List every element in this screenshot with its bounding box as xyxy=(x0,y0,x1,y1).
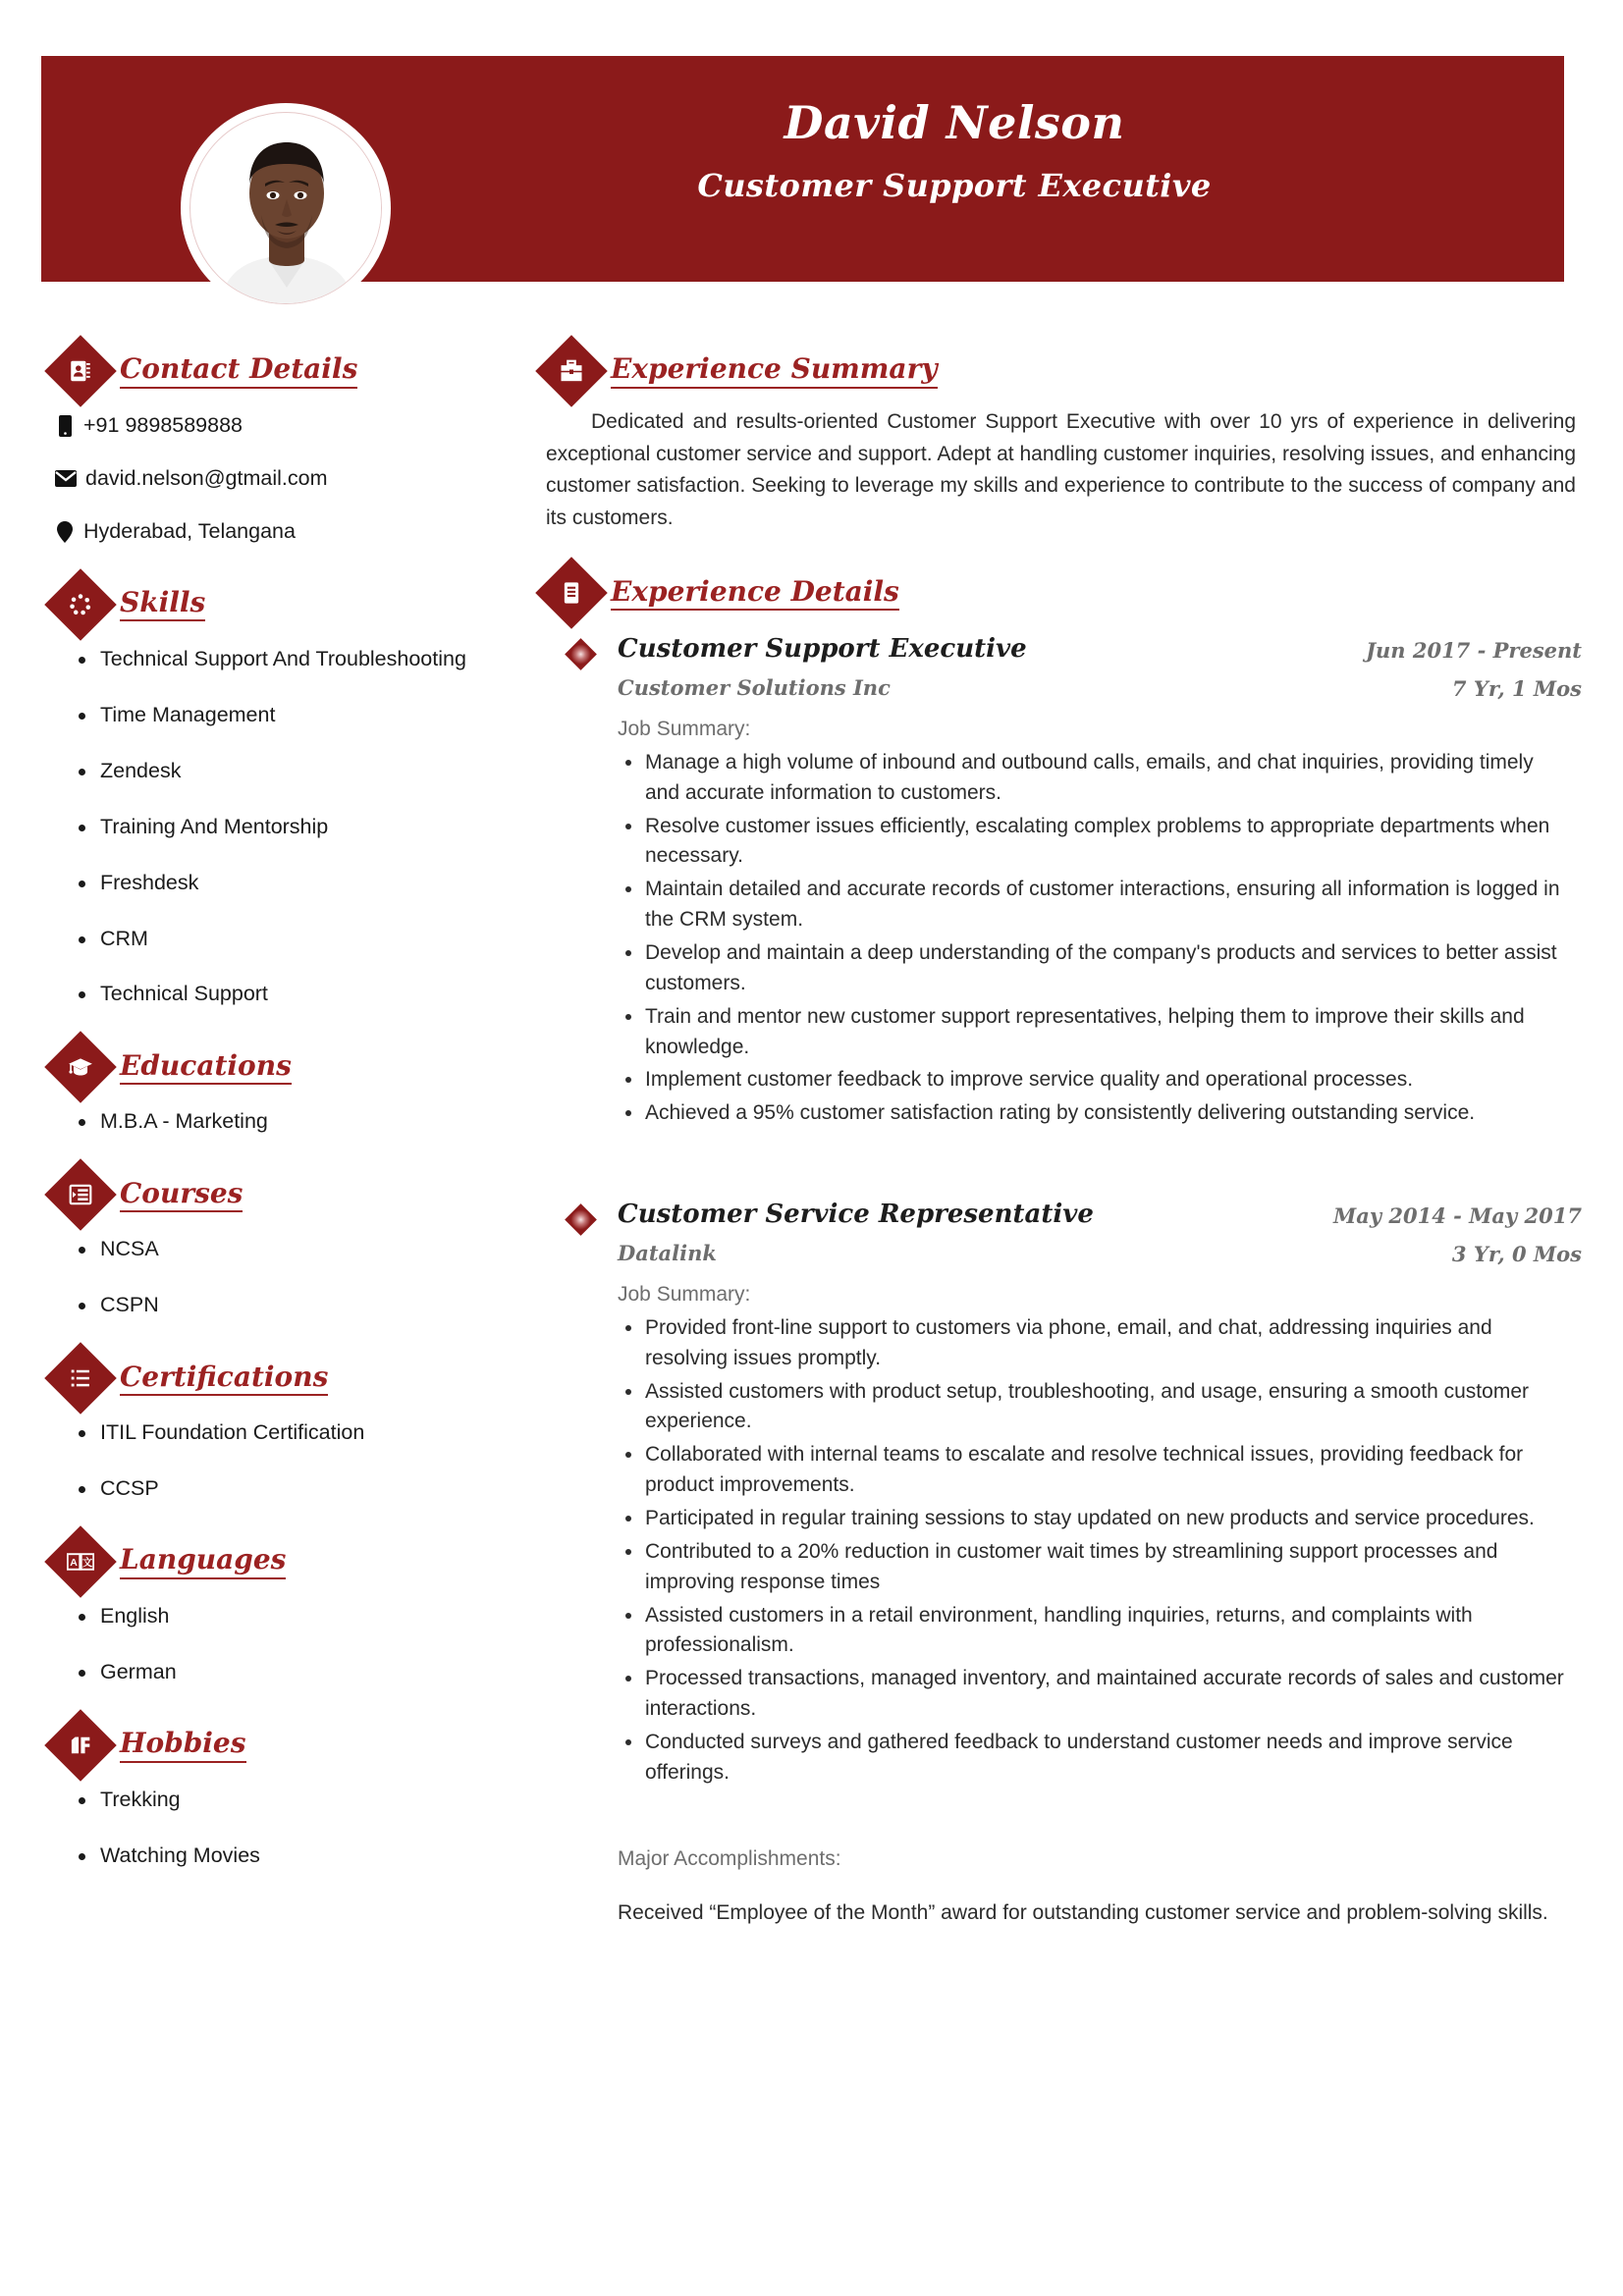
svg-text:文: 文 xyxy=(81,1557,93,1570)
job-summary-label: Job Summary: xyxy=(618,717,751,740)
contact-email-row xyxy=(55,465,546,493)
languages-list xyxy=(55,1603,546,1686)
educations-list xyxy=(55,1108,546,1136)
profile-photo-illustration xyxy=(190,113,382,304)
section-skills xyxy=(55,579,546,1009)
section-title-contact: Contact Details xyxy=(120,353,357,388)
document-lines-icon xyxy=(535,557,608,629)
list-item: ITIL Foundation Certification xyxy=(55,1419,546,1447)
job-company: Datalink xyxy=(618,1241,717,1266)
hobbies-list xyxy=(55,1787,546,1870)
section-experience-summary xyxy=(546,346,1582,534)
experience-item-header xyxy=(546,1200,1582,1266)
svg-text:A: A xyxy=(70,1557,78,1570)
certifications-list xyxy=(55,1419,546,1503)
list-item: Develop and maintain a deep understanding of the company's products and services to better assist customers. xyxy=(618,938,1572,999)
contact-list xyxy=(55,412,546,546)
list-item: CRM xyxy=(55,926,546,953)
section-title-experience-details: Experience Details xyxy=(611,576,899,611)
section-courses xyxy=(55,1169,546,1319)
header-text-group xyxy=(463,97,1445,204)
list-item: Time Management xyxy=(55,702,546,729)
list-item: M.B.A - Marketing xyxy=(55,1108,546,1136)
list-item: Watching Movies xyxy=(55,1842,546,1870)
skills-list xyxy=(55,646,546,1009)
list-item: Zendesk xyxy=(55,758,546,785)
section-header-skills xyxy=(55,579,546,630)
list-item: Assisted customers in a retail environment, handling inquiries, returns, and complaints with professionalism. xyxy=(618,1601,1572,1662)
section-title-hobbies: Hobbies xyxy=(120,1728,246,1762)
section-title-educations: Educations xyxy=(120,1050,292,1085)
section-hobbies xyxy=(55,1720,546,1870)
list-item: Maintain detailed and accurate records of customer interactions, ensuring all information is logged in the CRM system. xyxy=(618,875,1572,935)
list-item: Manage a high volume of inbound and outbound calls, emails, and chat inquiries, providing timely and accurate information to customers. xyxy=(618,748,1572,809)
course-list-icon xyxy=(44,1159,117,1232)
list-item: Train and mentor new customer support representatives, helping them to improve their skills and knowledge. xyxy=(618,1002,1572,1063)
certificate-list-icon xyxy=(44,1342,117,1415)
section-contact-details xyxy=(55,346,546,546)
contact-location-row xyxy=(55,518,546,546)
job-duration: 3 Yr, 0 Mos xyxy=(1451,1242,1582,1267)
list-item: CCSP xyxy=(55,1475,546,1503)
job-summary-label: Job Summary: xyxy=(618,1282,751,1306)
experience-summary-text: Dedicated and results-oriented Customer Support Executive with over 10 yrs of experience in delivering exceptional customer service and support. Adept at handling customer inquiries, resolving issues, and enhancing customer satisfaction. Seeking to leverage my skills and experience to contribute to the success of company and its customers. xyxy=(546,410,1576,529)
list-item: German xyxy=(55,1659,546,1686)
list-item: Training And Mentorship xyxy=(55,814,546,841)
list-item: Conducted surveys and gathered feedback to understand customer needs and improve service offerings. xyxy=(618,1728,1572,1789)
list-item: Technical Support xyxy=(55,981,546,1008)
skills-dots-icon xyxy=(44,568,117,641)
location-pin-icon xyxy=(55,521,75,543)
list-item: NCSA xyxy=(55,1236,546,1263)
contact-email-value: david.nelson@gtmail.com xyxy=(85,465,328,490)
job-title-group xyxy=(618,634,1366,700)
job-bullets-list xyxy=(618,748,1582,1129)
avatar xyxy=(181,103,391,313)
email-icon xyxy=(55,470,77,487)
job-marker-icon xyxy=(565,638,597,670)
page-title: David Nelson xyxy=(784,96,1125,149)
list-item: Technical Support And Troubleshooting xyxy=(55,646,546,673)
main-content xyxy=(546,346,1582,1962)
job-dates-group xyxy=(1366,634,1582,701)
section-educations xyxy=(55,1041,546,1136)
job-dates-group xyxy=(1333,1200,1582,1266)
section-title-languages: Languages xyxy=(120,1544,286,1578)
sidebar xyxy=(55,346,546,1903)
section-title-experience-summary: Experience Summary xyxy=(611,353,938,388)
section-title-courses: Courses xyxy=(120,1178,243,1212)
list-item: CSPN xyxy=(55,1292,546,1319)
experience-item xyxy=(546,1200,1582,1928)
job-title-group xyxy=(618,1200,1333,1265)
graduation-cap-icon xyxy=(44,1032,117,1104)
list-item: Contributed to a 20% reduction in customer wait times by streamlining support processes and improving response times xyxy=(618,1537,1572,1598)
section-title-certifications: Certifications xyxy=(120,1362,328,1396)
major-accomplishments-label: Major Accomplishments: xyxy=(618,1846,841,1870)
avatar-inner-ring xyxy=(189,112,382,304)
header-role: Customer Support Executive xyxy=(697,166,1212,204)
section-header-hobbies xyxy=(55,1720,546,1771)
list-item: Achieved a 95% customer satisfaction rating by consistently delivering outstanding service. xyxy=(618,1098,1572,1129)
list-item: Participated in regular training sessions to stay updated on new products and service procedures. xyxy=(618,1504,1572,1534)
section-header-certifications xyxy=(55,1353,546,1404)
briefcase-icon xyxy=(535,335,608,407)
courses-list xyxy=(55,1236,546,1319)
section-header-courses xyxy=(55,1169,546,1220)
section-header-languages xyxy=(55,1536,546,1587)
list-item: Implement customer feedback to improve service quality and operational processes. xyxy=(618,1065,1572,1095)
list-item: Trekking xyxy=(55,1787,546,1814)
hobbies-icon xyxy=(44,1709,117,1782)
list-item: Freshdesk xyxy=(55,870,546,897)
job-duration: 7 Yr, 1 Mos xyxy=(1451,676,1582,702)
list-item: Assisted customers with product setup, troubleshooting, and usage, ensuring a smooth customer experience. xyxy=(618,1377,1572,1438)
experience-item xyxy=(546,634,1582,1129)
job-period: May 2014 - May 2017 xyxy=(1333,1203,1582,1229)
contact-location-value: Hyderabad, Telangana xyxy=(83,518,296,543)
translate-icon xyxy=(44,1525,117,1598)
job-title: Customer Service Representative xyxy=(618,1200,1094,1230)
contact-phone-row xyxy=(55,412,546,440)
section-title-skills: Skills xyxy=(120,587,205,621)
section-header-contact xyxy=(55,346,546,397)
section-experience-details xyxy=(546,567,1582,1928)
list-item: Collaborated with internal teams to escalate and resolve technical issues, providing feedback for product improvements. xyxy=(618,1440,1572,1501)
job-marker-icon xyxy=(565,1203,597,1236)
section-header-experience-summary xyxy=(546,346,1582,397)
list-item: Resolve customer issues efficiently, escalating complex problems to appropriate departments when necessary. xyxy=(618,812,1572,873)
contact-card-icon xyxy=(44,335,117,407)
job-company: Customer Solutions Inc xyxy=(618,675,891,701)
section-header-educations xyxy=(55,1041,546,1093)
section-header-experience-details xyxy=(546,567,1582,618)
contact-phone-value: +91 9898589888 xyxy=(83,413,243,437)
phone-icon xyxy=(55,415,75,437)
list-item: Processed transactions, managed inventory, and maintained accurate records of sales and customer interactions. xyxy=(618,1664,1572,1725)
job-bullets-list xyxy=(618,1313,1582,1789)
major-accomplishments-text: Received “Employee of the Month” award for outstanding customer service and problem-solving skills. xyxy=(618,1901,1548,1925)
experience-item-header xyxy=(546,634,1582,701)
list-item: English xyxy=(55,1603,546,1630)
section-certifications xyxy=(55,1353,546,1503)
job-title: Customer Support Executive xyxy=(618,634,1027,665)
list-item: Provided front-line support to customers via phone, email, and chat, addressing inquiries and resolving issues promptly. xyxy=(618,1313,1572,1374)
section-languages xyxy=(55,1536,546,1686)
job-period: Jun 2017 - Present xyxy=(1366,638,1582,664)
